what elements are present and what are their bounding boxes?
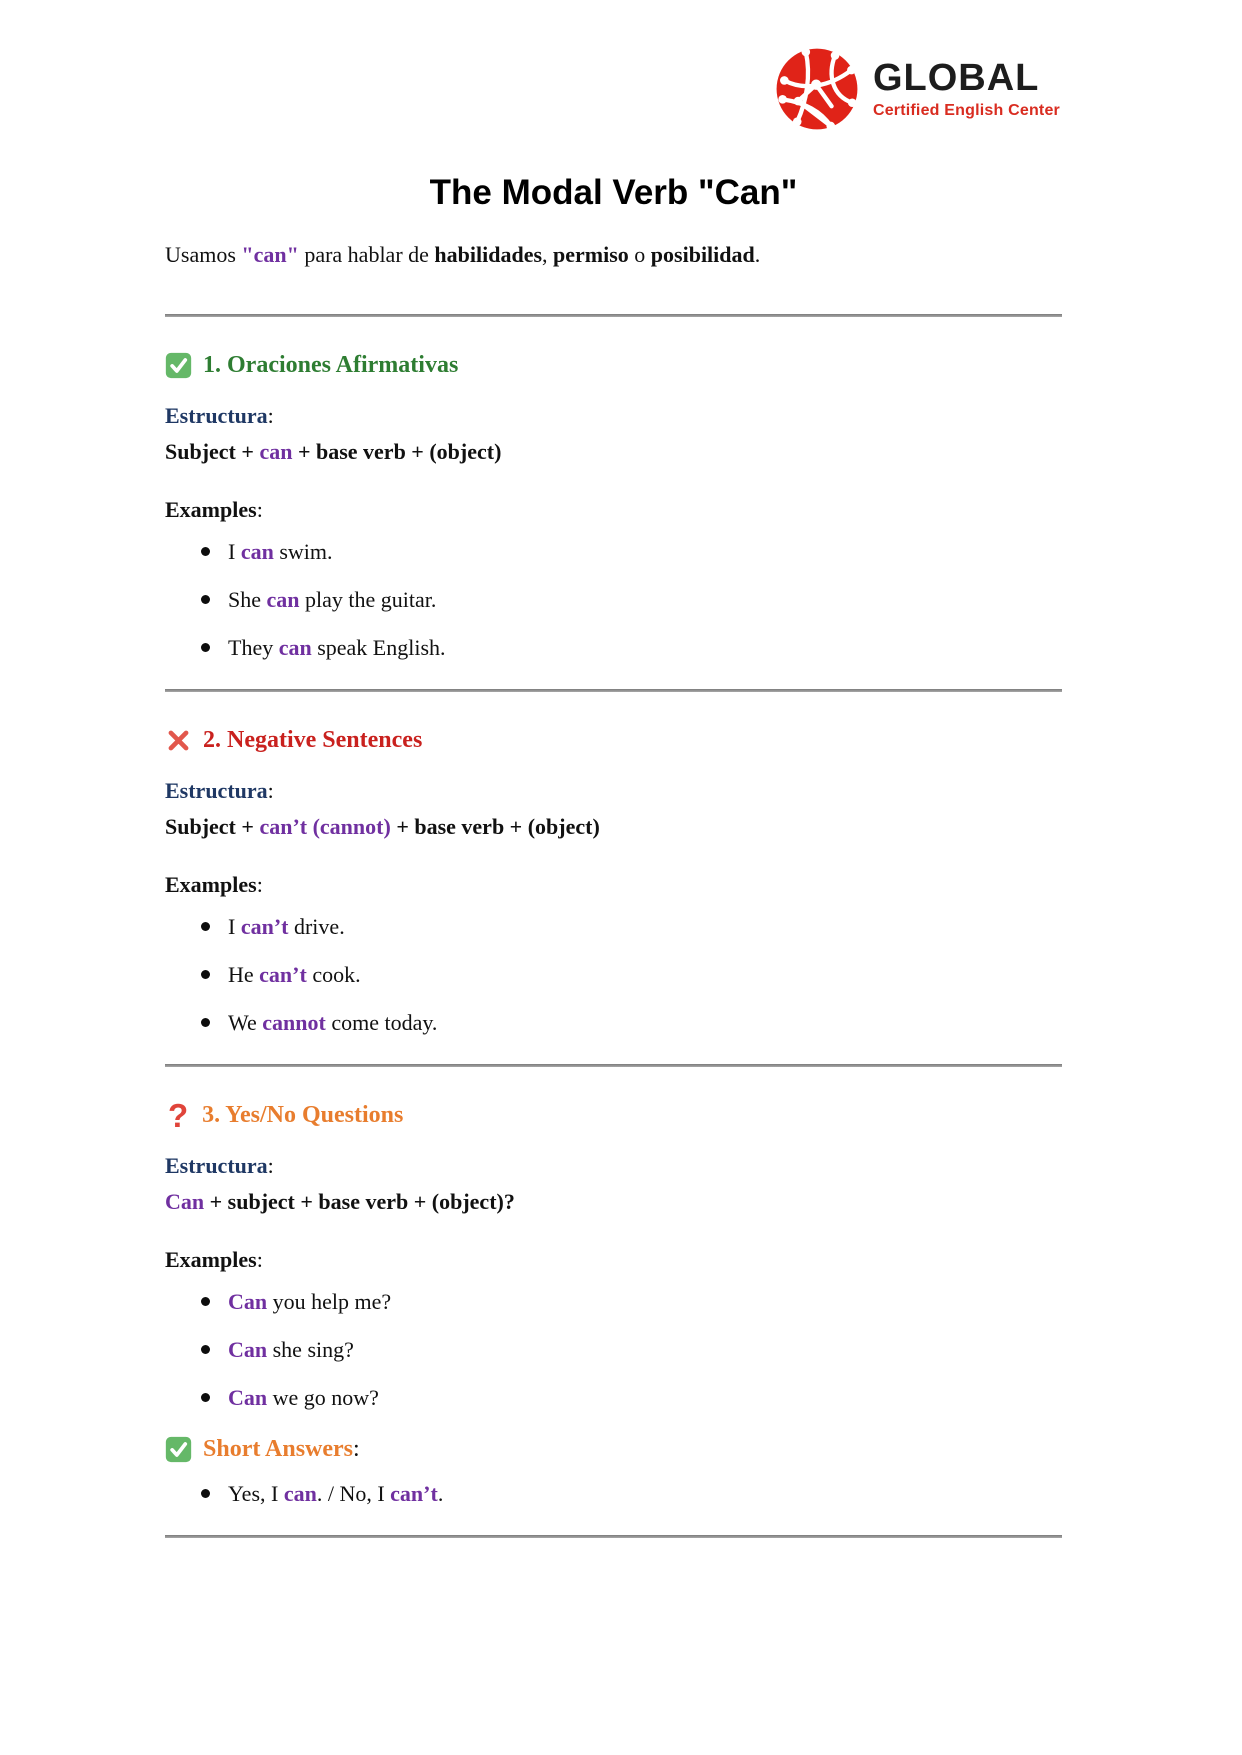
structure-formula: Subject + can’t (cannot) + base verb + (object)	[165, 814, 600, 839]
section-divider	[165, 689, 1062, 692]
document-content	[165, 172, 1062, 1538]
examples-label: Examples:	[165, 872, 263, 897]
example-item: I can’t drive.	[165, 912, 1062, 942]
section-divider	[165, 1535, 1062, 1538]
section-heading-row	[165, 1097, 1062, 1133]
example-item: She can play the guitar.	[165, 585, 1062, 615]
section-heading: 1. Oraciones Afirmativas	[203, 352, 459, 378]
page-title: The Modal Verb "Can"	[429, 173, 798, 212]
question-icon	[165, 1096, 191, 1134]
section-heading-row	[165, 347, 1062, 383]
examples-label: Examples:	[165, 497, 263, 522]
examples-label: Examples:	[165, 1247, 263, 1272]
short-answers-label: Short Answers:	[203, 1436, 360, 1462]
estructura-label: Estructura:	[165, 403, 274, 428]
example-item: I can swim.	[165, 537, 1062, 567]
structure-formula: Subject + can + base verb + (object)	[165, 439, 502, 464]
section-heading: 2. Negative Sentences	[203, 727, 423, 753]
intro-paragraph: Usamos "can" para hablar de habilidades, permiso o posibilidad.	[165, 242, 761, 267]
example-item: Can she sing?	[165, 1335, 1062, 1365]
section-divider	[165, 314, 1062, 317]
globe-network-icon	[774, 46, 860, 132]
section-affirmative	[165, 347, 1062, 663]
question-glyph: ?	[168, 1096, 189, 1134]
example-item: Can we go now?	[165, 1383, 1062, 1413]
structure-formula: Can + subject + base verb + (object)?	[165, 1189, 515, 1214]
example-item: Yes, I can. / No, I can’t.	[165, 1479, 1062, 1509]
example-item: They can speak English.	[165, 633, 1062, 663]
example-item: We cannot come today.	[165, 1008, 1062, 1038]
check-icon	[165, 352, 192, 379]
global-logo	[774, 46, 1060, 132]
section-heading-row	[165, 722, 1062, 758]
section-questions	[165, 1097, 1062, 1509]
examples-list	[165, 537, 1062, 663]
section-heading: 3. Yes/No Questions	[202, 1102, 404, 1128]
logo-brand: GLOBAL	[872, 56, 1040, 99]
check-icon	[165, 1436, 192, 1463]
section-negative	[165, 722, 1062, 1038]
section-divider	[165, 1064, 1062, 1067]
cross-icon	[165, 727, 192, 754]
logo-text	[872, 56, 1060, 120]
example-item: He can’t cook.	[165, 960, 1062, 990]
short-answers-row	[165, 1431, 1062, 1467]
examples-list	[165, 912, 1062, 1038]
estructura-label: Estructura:	[165, 1153, 274, 1178]
logo-tagline: Certified English Center	[872, 101, 1060, 119]
examples-list	[165, 1287, 1062, 1413]
short-answers-list	[165, 1479, 1062, 1509]
example-item: Can you help me?	[165, 1287, 1062, 1317]
estructura-label: Estructura:	[165, 778, 274, 803]
header	[0, 0, 1242, 132]
